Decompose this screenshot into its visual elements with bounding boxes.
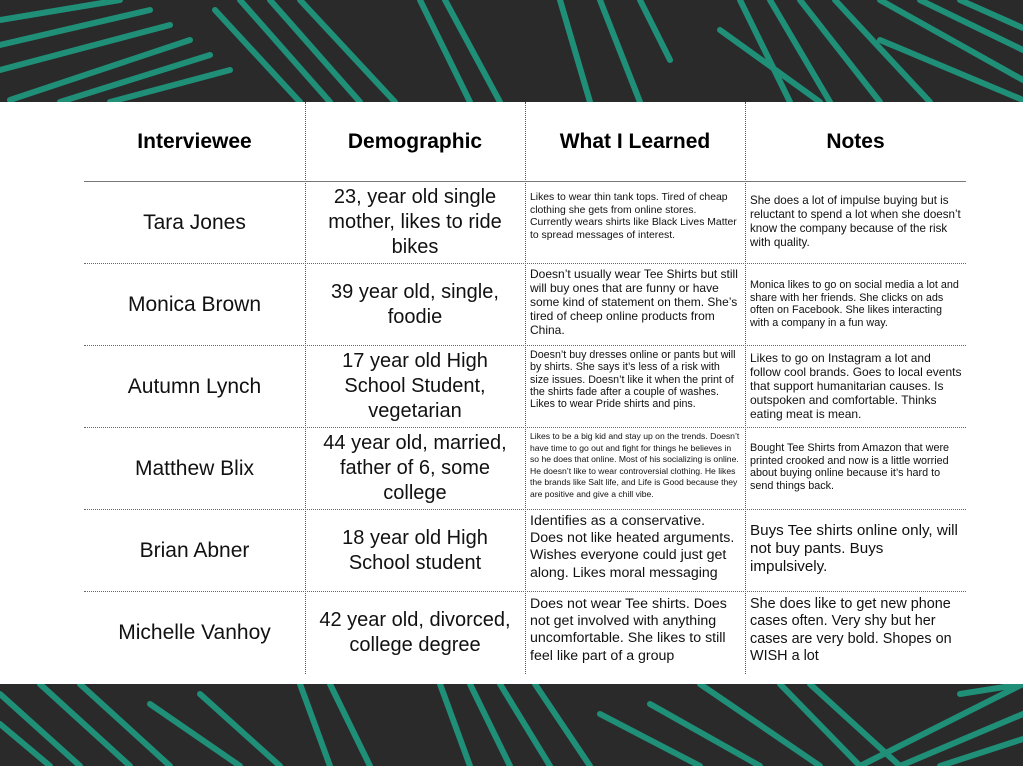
palm-leaf-decoration bbox=[0, 0, 1023, 102]
demographic-cell: 42 year old, divorced, college degree bbox=[319, 609, 511, 656]
top-palm-banner bbox=[0, 0, 1023, 102]
learned-cell: Identifies as a conservative. Does not like heated arguments. Wishes everyone could just get along. Likes moral messaging bbox=[530, 513, 735, 581]
demographic-cell: 23, year old single mother, likes to ride bikes bbox=[328, 186, 502, 258]
learned-cell: Doesn’t usually wear Tee Shirts but still will buy ones that are funny or have some kind of statement on them. She’s tired of cheep online products from China. bbox=[530, 267, 738, 337]
demographic-cell: 17 year old High School Student, vegetarian bbox=[342, 350, 488, 422]
notes-cell: Buys Tee shirts online only, will not buy pants. Buys impulsively. bbox=[750, 522, 958, 575]
demographic-cell: 39 year old, single, foodie bbox=[331, 280, 499, 328]
palm-leaf-decoration bbox=[0, 684, 1023, 766]
notes-cell: Likes to go on Instagram a lot and follow cool brands. Goes to local events that support humanitarian causes. Is outspoken and comfortable. Thinks eating meat is mean. bbox=[750, 351, 962, 421]
interviewee-name: Monica Brown bbox=[127, 292, 262, 316]
interviewee-name: Autumn Lynch bbox=[127, 374, 262, 398]
learned-cell: Likes to wear thin tank tops. Tired of cheap clothing she gets from online stores. Currently wears shirts like Black Lives Matter to spread messages of interest. bbox=[530, 192, 737, 241]
learned-cell: Doesn’t buy dresses online or pants but will by shirts. She says it’s less of a risk with size issues. Doesn’t like it when the print of the shirts fade after a couple of washes. Likes to wear Pride shirts and pins. bbox=[530, 349, 736, 411]
interview-table bbox=[84, 102, 966, 674]
interviewee-name: Tara Jones bbox=[143, 210, 246, 234]
interviewee-name: Michelle Vanhoy bbox=[118, 621, 271, 644]
demographic-cell: 44 year old, married, father of 6, some college bbox=[323, 432, 507, 504]
header-what-i-learned: What I Learned bbox=[559, 129, 711, 153]
notes-cell: Monica likes to go on social media a lot and share with her friends. She clicks on ads often on Facebook. She likes interacting with a company in a fun way. bbox=[750, 279, 959, 329]
header-interviewee: Interviewee bbox=[137, 129, 252, 153]
header-notes: Notes bbox=[826, 129, 885, 153]
notes-cell: She does a lot of impulse buying but is reluctant to spend a lot when she doesn’t know the company because of the risk with quality. bbox=[750, 194, 961, 249]
demographic-cell: 18 year old High School student bbox=[342, 526, 488, 574]
interview-table-panel bbox=[0, 102, 1023, 684]
learned-cell: Does not wear Tee shirts. Does not get involved with anything uncomfortable. She likes to still feel like part of a group bbox=[530, 596, 727, 664]
learned-cell: Likes to be a big kid and stay up on the trends. Doesn’t have time to go out and fight for things he believes in so he does that online. Most of his socializing is online. He doesn’t like to wear controversial clothing. He likes the brands like Salt life, and Life is Good because they are positive and give a chill vibe. bbox=[530, 431, 740, 499]
notes-cell: Bought Tee Shirts from Amazon that were printed crooked and now is a little worried about buying online because it’s hard to send things back. bbox=[750, 442, 950, 492]
bottom-palm-banner bbox=[0, 684, 1023, 766]
header-demographic: Demographic bbox=[347, 129, 483, 153]
interviewee-name: Matthew Blix bbox=[134, 456, 255, 480]
notes-cell: She does like to get new phone cases often. Very shy but her cases are very bold. Shopes on WISH a lot bbox=[750, 596, 952, 664]
interviewee-name: Brian Abner bbox=[139, 538, 250, 562]
